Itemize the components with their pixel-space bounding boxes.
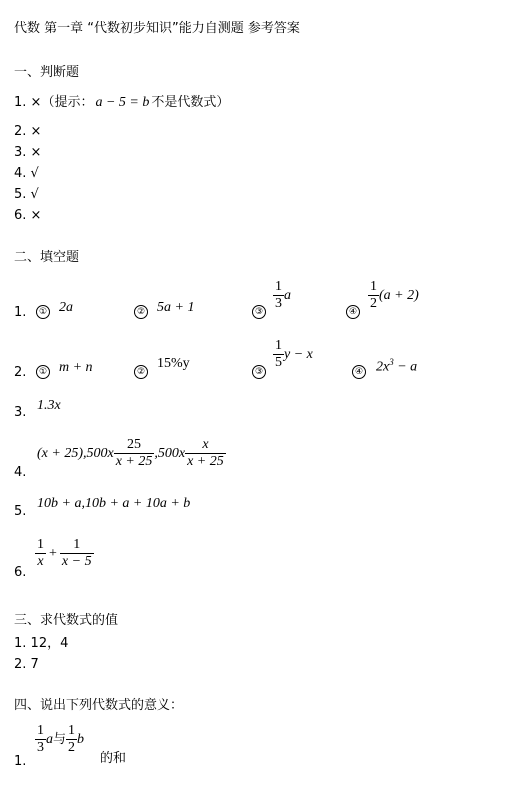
fraction-expression: $\frac{1}{3}$ a [275,279,291,312]
circled-number: ③ [252,365,266,379]
judge-item-6 [14,209,41,222]
judge-item-1 [14,96,229,110]
judge-item-5 [14,188,39,201]
item-number: 4. [14,166,27,181]
answer-text: 7 [30,657,39,672]
answer-mark: √ [30,187,39,202]
judge-item-2 [14,125,41,138]
answer-expression: (x + 25),500x $\frac{25}{x + 25}$ ,500x $\frac{x}{x + 25}$ [37,437,224,470]
item-number: 2. [14,657,27,672]
circled-number: ④ [346,305,360,319]
item-number: 3. [14,145,27,160]
evaluate-item-2 [14,658,39,671]
circled-number: ② [134,305,148,319]
item-number: 2. [14,124,27,139]
fraction-expression: $\frac{1}{5}$ y − x [275,338,313,371]
fraction-expression: $\frac{1}{2}$ (a + 2) [370,279,419,312]
item-number: 1. [14,636,27,651]
answer-expression: 15%y [157,356,190,371]
circled-number: ① [36,305,50,319]
answer-expression: $2x^3 - a$ [376,357,418,375]
answer-expression: $\frac{1}{x}$ + $\frac{1}{x - 5}$ [37,537,92,570]
answer-text: 的和 [100,751,127,766]
item-number: 3. [14,405,27,420]
circled-number: ④ [352,365,366,379]
answer-expression: 5a + 1 [157,300,195,315]
item-number: 5. [14,187,27,202]
item-number: 1. [14,305,27,320]
answer-expression: 2a [59,300,73,315]
section-heading-fill: 二、填空题 [14,250,80,265]
hint-open: （提示： [41,95,94,110]
answer-text: 12，4 [30,636,69,651]
item-number: 6. [14,565,27,580]
answer-mark: × [30,95,42,110]
hint-expression: a − 5 = b [95,95,150,110]
answer-expression: 10b + a,10b + a + 10a + b [37,496,191,511]
circled-number: ③ [252,305,266,319]
section-heading-meaning: 四、说出下列代数式的意义： [14,698,184,713]
item-number: 6. [14,208,27,223]
answer-mark: × [30,145,42,160]
judge-item-3 [14,146,41,159]
answer-mark: × [30,124,42,139]
answer-mark: √ [30,166,39,181]
item-number: 1. [14,95,27,110]
judge-item-4 [14,167,39,180]
item-number: 2. [14,365,27,380]
answer-expression: $\frac{1}{3}$ a与 $\frac{1}{2}$ b [37,723,85,756]
answer-expression: 1.3x [37,398,61,413]
answer-expression: m + n [59,360,93,375]
item-number: 5. [14,504,27,519]
circled-number: ② [134,365,148,379]
hint-close: 不是代数式） [151,95,230,110]
evaluate-item-1 [14,637,68,650]
item-number: 4. [14,465,27,480]
circled-number: ① [36,365,50,379]
item-number: 1. [14,754,27,769]
answer-mark: × [30,208,42,223]
page-title: 代数 第一章 “代数初步知识”能力自测题 参考答案 [14,21,300,36]
section-heading-judge: 一、判断题 [14,65,80,80]
section-heading-evaluate: 三、求代数式的值 [14,613,119,628]
